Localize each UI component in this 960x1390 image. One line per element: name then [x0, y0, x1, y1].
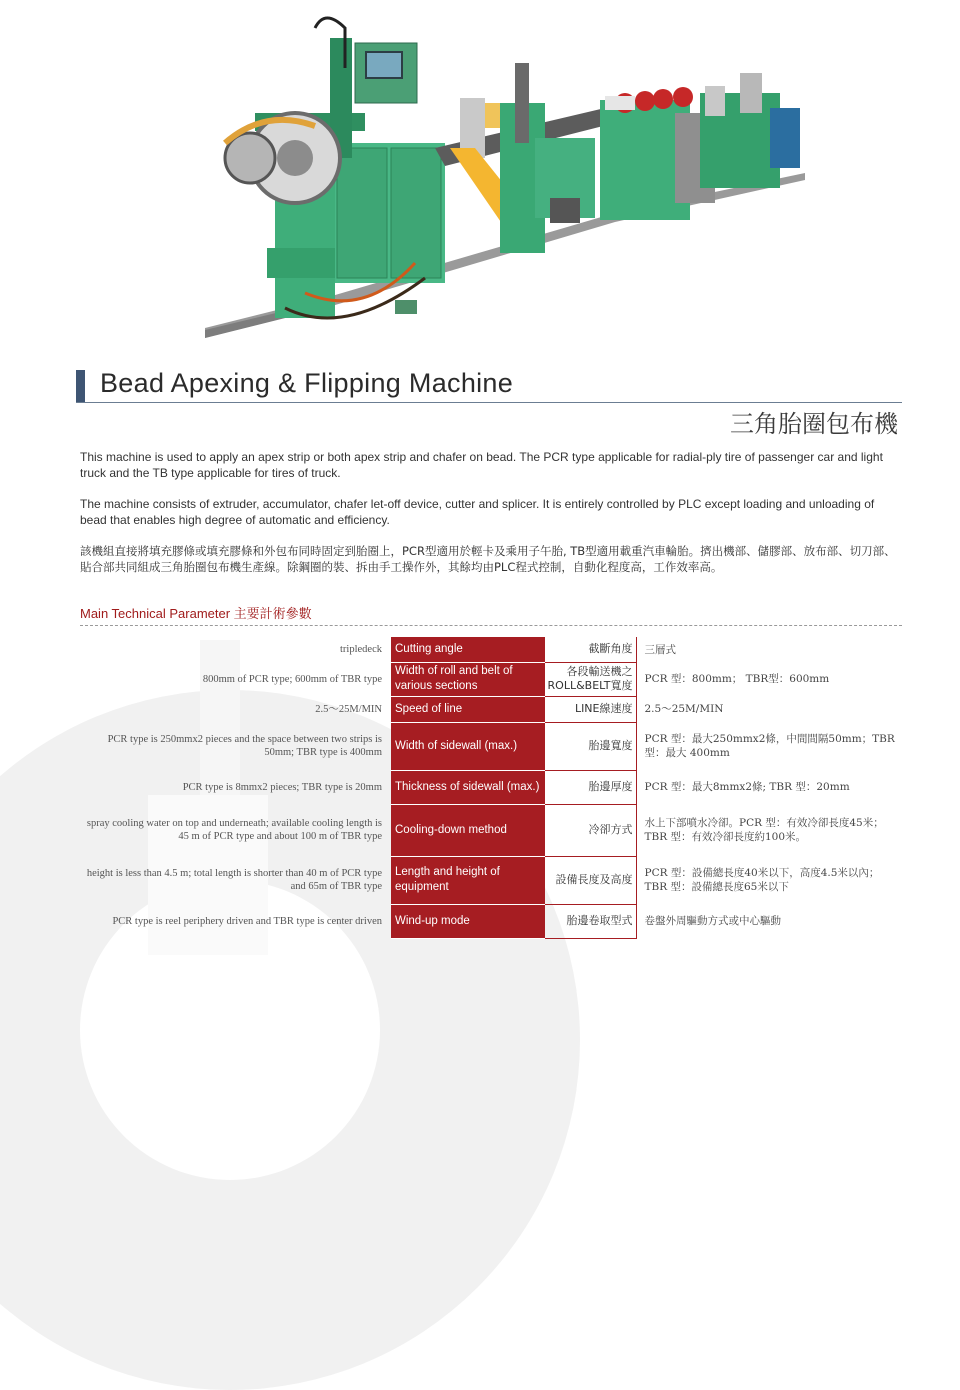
- param-label: Length and height of equipment: [391, 856, 545, 904]
- param-label: Width of roll and belt of various sections: [391, 662, 545, 696]
- param-zh-value: PCR 型：設備總長度40米以下，高度4.5米以內；TBR 型：設備總長度65米以下: [644, 867, 880, 893]
- param-label: Thickness of sidewall (max.): [391, 770, 545, 804]
- param-en-value: spray cooling water on top and underneath; available cooling length is 45 m of PCR type and about 100 m of TBR type: [86, 818, 382, 842]
- table-row: [80, 637, 902, 662]
- param-en-value: 800mm of PCR type; 600mm of TBR type: [202, 673, 382, 685]
- table-row: [80, 662, 902, 696]
- table-row: [80, 856, 902, 904]
- description-paragraph-2: The machine consists of extruder, accumulator, chafer let-off device, cutter and splicer. It is entirely controlled by PLC except loading and unloading of bead that enables high degree of automatic and efficiency.: [80, 497, 875, 527]
- param-zh-label: 截斷角度: [545, 637, 636, 662]
- param-label: Width of sidewall (max.): [391, 722, 545, 770]
- param-zh-label: 胎邊寬度: [545, 722, 636, 770]
- param-en-value: PCR type is reel periphery driven and TBR type is center driven: [112, 915, 382, 927]
- param-label: Wind-up mode: [391, 904, 545, 938]
- description-paragraph-chinese: 該機組直接將填充膠條或填充膠條和外包布同時固定到胎圈上，PCR型適用於輕卡及乘用子午胎, TB型適用載重汽車輪胎。擠出機部、儲膠部、放布部、切刀部、貼合部共同組成三角胎圈包布機生產線。除鋼圈的裝、拆由手工操作外，其餘均由PLC程式控制，自動化程度高，工作效率高。: [80, 544, 896, 574]
- table-row: [80, 696, 902, 722]
- title-accent-bar: [76, 370, 85, 402]
- param-zh-value: 2.5～25M/MIN: [644, 703, 724, 715]
- table-row: [80, 804, 902, 856]
- param-zh-label: 胎邊卷取型式: [545, 904, 636, 938]
- page-title-chinese: 三角胎圈包布機: [730, 410, 898, 438]
- table-row: [80, 770, 902, 804]
- param-zh-label: LINE線速度: [545, 696, 636, 722]
- param-label: Cooling-down method: [391, 804, 545, 856]
- title-bar: [76, 370, 902, 403]
- param-zh-value: PCR 型：800mm； TBR型：600mm: [644, 673, 830, 685]
- page-title: Bead Apexing & Flipping Machine: [100, 368, 514, 398]
- param-zh-label: 胎邊厚度: [545, 770, 636, 804]
- machine-photo: [205, 8, 805, 348]
- param-en-value: PCR type is 250mmx2 pieces and the space between two strips is 50mm; TBR type is 400mm: [107, 734, 382, 758]
- section-title: Main Technical Parameter 主要計術參數: [80, 606, 312, 621]
- param-zh-value: 水上下部噴水冷卻。PCR 型：有效冷卻長度45米；TBR 型：有效冷卻長度約100米。: [644, 817, 884, 843]
- param-zh-label: 設備長度及高度: [545, 856, 636, 904]
- param-zh-value: PCR 型：最大250mmx2條，中間間隔50mm；TBR 型：最大 400mm: [644, 733, 895, 759]
- table-row: [80, 722, 902, 770]
- param-zh-label: 各段輸送機之ROLL&BELT寬度: [545, 662, 636, 696]
- param-zh-value: PCR 型：最大8mmx2條; TBR 型：20mm: [644, 781, 850, 793]
- param-zh-value: 三層式: [644, 643, 676, 656]
- param-en-value: height is less than 4.5 m; total length is shorter than 40 m of PCR type and 65m of TBR type: [86, 868, 382, 892]
- param-en-value: PCR type is 8mmx2 pieces; TBR type is 20mm: [182, 781, 382, 793]
- table-row: [80, 904, 902, 938]
- param-label: Cutting angle: [391, 637, 545, 662]
- param-en-value: tripledeck: [340, 644, 382, 655]
- section-divider: [80, 625, 902, 626]
- param-zh-label: 冷卻方式: [545, 804, 636, 856]
- description-paragraph-1: This machine is used to apply an apex strip or both apex strip and chafer on bead. The PCR type applicable for radial-ply tire of passenger car and light truck and the TB type applicable for tires of truck.: [80, 450, 883, 480]
- param-label: Speed of line: [391, 696, 545, 722]
- parameter-table: [80, 637, 902, 939]
- param-en-value: 2.5～25M/MIN: [315, 703, 382, 715]
- param-zh-value: 卷盤外周驅動方式或中心驅動: [644, 915, 781, 927]
